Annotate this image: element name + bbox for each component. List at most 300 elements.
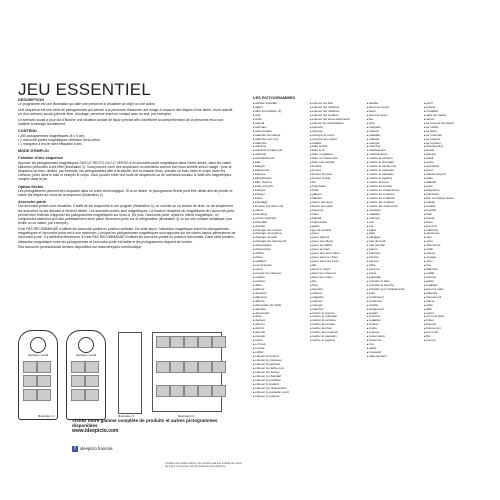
pictogram-item: ■ zoo — [424, 264, 478, 268]
pictogram-item: ■ cuillère — [253, 276, 307, 280]
pictogram-item: ■ s'il vous plaît — [424, 315, 478, 319]
pictogram-item: ■ salle de bain — [367, 355, 421, 359]
facebook-handle: ideepicto.francais — [80, 446, 113, 452]
option-paragraph: Les pictogrammes peuvent être disposés dans un ordre chronologique. Si on le désire, le pictogramme fléché peut être utilisé afin de pointer et suivre les étapes au cours de la séquence (Illustration 2). — [18, 188, 233, 198]
pictogram-item: ■ bouger — [253, 193, 307, 197]
pictogram-item: ■ écouter — [424, 276, 478, 280]
pictogram-item: ■ peinture — [367, 252, 421, 256]
pictogram-item: ■ voyage — [424, 256, 478, 260]
pictogram-item: ■ balayer — [253, 165, 307, 169]
pictogram-item: ■ mettre les mitaines — [310, 331, 364, 335]
pictogram-item: ■ dormir — [253, 327, 307, 331]
pictogram-item: ■ courir — [253, 268, 307, 272]
pictogram-item: ■ enlever la cache-cou — [253, 367, 307, 371]
pictogram-item: ■ laver les dents — [367, 106, 421, 110]
option-heading: Option fléchie — [18, 184, 44, 189]
pictogram-item: ■ faire un casse-tête — [310, 157, 364, 161]
pictogram-item: ■ animaux — [253, 126, 307, 130]
pictogram-item: ■ mettre le manteau — [367, 169, 421, 173]
pictogram-item: ■ porte — [367, 272, 421, 276]
pictogram-column — [310, 102, 364, 398]
pictogram-item: ■ parler — [424, 280, 478, 284]
pictogram-item: ■ brosser les dents (2) — [253, 205, 307, 209]
accroche-heading: Accroche-porte — [18, 200, 47, 205]
pictogram-item: ■ sieste — [424, 149, 478, 153]
pictogram-item: ■ mettre les mitaines — [367, 197, 421, 201]
pictogram-item: ■ sortie — [424, 161, 478, 165]
pictogram-item: ■ mettre les chaussures — [367, 189, 421, 193]
warning-paragraph: Il est PAS RECOMMANDÉ d'utiliser les accroche-portes en position verticale. De cette façon, l'attraction magnétique entre les pictogrammes magnétiques et l'accroche-porte est à son maximum. Lorsque les pictogrammes magnétiques sont apposés sur les carrés blancs générateurs de l'accroche-porte. Il y adhèrent fermement. Il n'est PAS RECOMMANDÉ d'utiliser les accroche-portes en position horizontale. Dans cette position, l'attraction magnétique entre les pictogrammes et l'accroche-porte est faible et les pictogrammes risquent de tomber. — [18, 226, 236, 244]
pictogram-item: ■ attacher la mitaine — [253, 134, 307, 138]
pictogram-item: ■ hiver — [310, 213, 364, 217]
pictogram-item: ■ maison — [367, 130, 421, 134]
pictogram-item: ■ vacances — [424, 232, 478, 236]
pictogram-item: ■ silence — [424, 153, 478, 157]
pictogram-item: ■ enlever les souliers — [310, 114, 364, 118]
pictogram-item: ■ aller à la toilette (2) — [253, 110, 307, 114]
pictogram-item: ■ magasin — [367, 126, 421, 130]
pictogram-item: ■ se coiffer — [424, 126, 478, 130]
pictogram-item: ■ autobus scolaire (2) — [253, 149, 307, 153]
description-paragraph: Le programme est une illustration qui aide une personne à visualiser un objet ou une action. — [18, 102, 156, 107]
pictogram-item: ■ ami — [253, 114, 307, 118]
pictogram-item: ■ essuyer le corps — [310, 134, 364, 138]
pictogram-item: ■ verre — [424, 240, 478, 244]
pictogram-item: ■ oui — [367, 225, 421, 229]
pictogram-item: ■ téléphone — [424, 189, 478, 193]
illustration-label: Illustration 1 — [38, 414, 55, 418]
pictogram-item: ■ pomme — [367, 268, 421, 272]
pictogram-item: ■ enlever le pantalon — [253, 379, 307, 383]
pictogram-item: ■ fini — [424, 335, 478, 339]
pictogram-item: ■ marcher — [310, 308, 364, 312]
hanger-hole — [78, 337, 94, 353]
pictogram-item: ■ partager — [367, 236, 421, 240]
pictogram-item: ■ comprendre — [253, 264, 307, 268]
pictogram-item: ■ trop fort — [424, 225, 478, 229]
pictogram-item: ■ jouer avec les amis — [310, 260, 364, 264]
accroche-paragraph: Les accroche-portes sont versatiles. Il suffit de les suspendre à une poignée (Illustration 3), un crochet ou un bouton de tiroir, ou de simplement les accrocher ou les déposer à l'endroit désiré. Les accroche-portes sont magnétiques. La fonction réceptive du magnétisme de l'accroche-porte permet bien entendu d'apposer les pictogrammes magnétiques sur ceux-ci. De plus, l'accroche-porte, ayant lui même magnétique, on comprendra aisément qu'il faut préalablement avoir placé l'accroche-porte sur le réfrigérateur (Illustration 4) ou sur une surface métallique (une feuille ou un casier, par exemple). — [18, 204, 235, 226]
pictogram-item: ■ chanter — [253, 225, 307, 229]
door-illustration — [118, 332, 142, 414]
pictogram-item: ■ attendre son tour — [253, 138, 307, 142]
pictogram-item: ■ jeu de société — [310, 229, 364, 233]
pictogram-item: ■ mettre les bottes — [310, 323, 364, 327]
pictogram-item: ■ tablette — [424, 181, 478, 185]
pictogram-item: ■ chaussettes — [253, 244, 307, 248]
pictogram-item: ■ impression — [310, 221, 364, 225]
pictogram-item: ■ enlever les mitaines — [310, 106, 364, 110]
pictogram-item: ■ autobus — [253, 145, 307, 149]
mode-heading: MODE D'EMPLOI — [18, 149, 49, 154]
contenu-item: • 2 accroche-portes magnétiques verticaux recto-verso — [18, 137, 101, 142]
pictogram-item: ■ bravo — [424, 319, 478, 323]
pictogram-item: ■ rester assis — [367, 335, 421, 339]
pictogram-item: ■ attention — [424, 268, 478, 272]
pictogram-item: ■ recevoir — [367, 315, 421, 319]
pictogram-item: ■ danser — [253, 288, 307, 292]
pictogram-item: ■ enlever les sous-vêtements — [310, 118, 364, 122]
pictogram-item: ■ toucher — [424, 209, 478, 213]
description-paragraph: Une séquence est une série de pictogrammes qui permet à la personne d'associer une image à chacune des étapes d'une tâche, d'une activité ou d'un scénario social (période libre, bricolage, personne entre en contact avec un ami, par exemple). — [18, 108, 233, 117]
fridge-illustration — [152, 332, 222, 412]
pictogram-item: ■ livre — [367, 122, 421, 126]
pictogram-item: ■ fermer — [310, 169, 364, 173]
pictogram-item: ■ nettoyer — [367, 217, 421, 221]
pictogram-item: ■ changer les vêtements — [253, 240, 307, 244]
pictogram-item: ■ enlever le foulard — [253, 383, 307, 387]
footer-website-link[interactable]: www.ideepicto.com — [72, 428, 119, 435]
pictogram-item: ■ souper — [424, 106, 478, 110]
pictogram-item: ■ arrêt — [424, 304, 478, 308]
pictogram-list — [253, 95, 483, 398]
pictogram-item: ■ déjeuner — [253, 296, 307, 300]
pictogram-item: ■ piscine — [367, 256, 421, 260]
pictogram-item: ■ sortir — [424, 102, 478, 106]
pictogram-item: ■ fenêtre — [310, 165, 364, 169]
pictogram-item: ■ écouter — [253, 335, 307, 339]
pictogram-item: ■ étudier — [310, 142, 364, 146]
pictogram-item: ■ non — [367, 221, 421, 225]
pictogram-item: ■ mettre les souliers — [367, 201, 421, 205]
pictogram-item: ■ poubelle — [367, 276, 421, 280]
pictogram-item: ■ enlever la combinaison — [310, 122, 364, 126]
pictogram-item: ■ manger — [310, 304, 364, 308]
pictogram-item: ■ changer de pyjama — [253, 232, 307, 236]
pictogram-item: ■ tomber — [424, 205, 478, 209]
facebook-link[interactable] — [72, 446, 113, 452]
pictogram-item: ■ rangement — [367, 308, 421, 312]
pictogram-item: ■ yeux — [424, 260, 478, 264]
footer-visit: Visitez notre gamme complète de produits et autres pictogrammes disponibles — [72, 418, 218, 429]
pictogram-item: ■ calme — [253, 209, 307, 213]
pictogram-item: ■ enlever le manteau — [253, 359, 307, 363]
pictogram-item: ■ mettre le cache-cou — [367, 165, 421, 169]
pictogram-item: ■ visite — [424, 248, 478, 252]
pictogram-item: ■ bien (bravo) — [253, 181, 307, 185]
pictogram-item: ■ changer la main — [253, 236, 307, 240]
pictogram-item: ■ chien — [253, 256, 307, 260]
pictogram-item: ■ boîte à lunch — [253, 185, 307, 189]
pictogram-item: ■ malade — [367, 138, 421, 142]
pictogram-item: ■ laver les mains — [310, 276, 364, 280]
pictogram-item: ■ centre d'achats — [253, 217, 307, 221]
pictogram-item: ■ en bas — [253, 347, 307, 351]
pictogram-item: ■ descendre — [253, 312, 307, 316]
pictogram-item: ■ mettre le bonnet — [310, 312, 364, 316]
contenu-item: • 1 marqueur à encre noire effaçable à sec — [18, 142, 82, 147]
warning-fine-print: Contient des petites pièces. Ne convient pas aux enfants de moins de 3 ans. Conserver ces informations pour référence. — [165, 462, 242, 468]
pictogram-item: ■ enlever les bottes — [253, 371, 307, 375]
pictogram-item: ■ prendre ses médicaments — [367, 288, 421, 292]
pictogram-item: ■ marcher — [367, 145, 421, 149]
pictogram-item: ■ se peigner — [424, 138, 478, 142]
footer — [72, 418, 232, 434]
pictogram-item: ■ mettre le pantalon — [310, 335, 364, 339]
pictogram-item: ■ lire — [310, 280, 364, 284]
page-title: JEU ESSENTIEL — [18, 80, 151, 99]
pictogram-item: ■ jardin — [310, 225, 364, 229]
pictogram-item: ■ parc — [367, 232, 421, 236]
pictogram-item: ■ chiffon — [253, 252, 307, 256]
pictogram-item: ■ prendre la douche — [367, 284, 421, 288]
pictogram-item: ■ lait — [310, 264, 364, 268]
pictogram-item: ■ regarder — [424, 284, 478, 288]
pictogram-item: ■ lire — [367, 118, 421, 122]
pictogram-item: ■ épicerie — [310, 126, 364, 130]
pictogram-item: ■ fruits — [310, 189, 364, 193]
pictogram-item: ■ bain — [253, 161, 307, 165]
pictogram-item: ■ magasin — [310, 296, 364, 300]
pictogram-item: ■ enlever les mitaines — [310, 110, 364, 114]
pictogram-item: ■ docteur — [253, 319, 307, 323]
pictogram-item: ■ natation — [367, 213, 421, 217]
pictogram-item: ■ heure des jeux — [310, 201, 364, 205]
pictogram-item: ■ enlever le pyjama — [253, 395, 307, 399]
pictogram-item: ■ repas — [367, 327, 421, 331]
pictogram-item: ■ lunettes — [310, 288, 364, 292]
facebook-icon: f — [72, 446, 78, 452]
pictogram-item: ■ pluie — [367, 264, 421, 268]
pictogram-item: ■ tapis — [424, 185, 478, 189]
pictogram-item: ■ activité spéciale — [253, 102, 307, 106]
pictogram-item: ■ lever la main — [424, 288, 478, 292]
pictogram-item: ■ encore — [424, 339, 478, 343]
pictogram-item: ■ dessiner — [253, 292, 307, 296]
pictogram-item: ■ enlever la ceinture — [253, 363, 307, 367]
pictogram-item: ■ mettre la ceinture — [367, 157, 421, 161]
pictogram-item: ■ attendre — [253, 142, 307, 146]
pictogram-item: ■ se brosser les dents — [424, 122, 478, 126]
pictogram-item: ■ faire un gâteau — [310, 153, 364, 157]
pictogram-item: ■ maison — [310, 292, 364, 296]
pictogram-item: ■ bonjour — [253, 189, 307, 193]
pictogram-column — [253, 102, 307, 398]
pictogram-item: ■ regarder — [367, 319, 421, 323]
pictogram-item: ■ stationnement — [424, 173, 478, 177]
pictogram-item: ■ mettre le pyjama — [367, 177, 421, 181]
door-hanger-illustration — [66, 330, 106, 420]
creation-paragraph: Apposer les pictogrammes magnétiques SUR LE RECTO OU LE VERSO d'un accroche-porte magnétique dans l'ordre désiré, dans les cases blanches (imbéciles à cet effet (Illustration 1). Vous pouvez créer des séquences ou scénarios comme bon vous semble selon l'usage : pour la séquence du bain, utilisez, par exemple, les pictogrammes aller à la toilette, tirer la chasse d'eau, prendre un bain, laver le corps, laver les cheveux, jouer dans le bain et essuyer le corps. Vous pouvez créer une foule de séquences ou de scénarios sociaux à l'aide des magnétiques compris dans le jeu. — [18, 160, 232, 182]
hanger-caption: Scénario social — [27, 353, 49, 357]
pictogram-item: ■ avertissement — [253, 157, 307, 161]
pictogram-item: ■ retourner — [367, 339, 421, 343]
pictogram-item: ■ shampooing — [424, 145, 478, 149]
pictogram-item: ■ train — [424, 213, 478, 217]
left-column — [18, 80, 236, 251]
pictogram-item: ■ sable — [367, 347, 421, 351]
pictogram-item: ■ douche — [253, 331, 307, 335]
pictogram-item: ■ bonne nuit — [424, 327, 478, 331]
pictogram-item: ■ reposer — [367, 331, 421, 335]
pictogram-item: ■ changer de couche — [253, 229, 307, 233]
pictogram-item: ■ jouer aux jeux vidéo — [310, 252, 364, 256]
pictogram-item: ■ chandail — [253, 221, 307, 225]
pictogram-item: ■ dîner — [253, 315, 307, 319]
pictogram-item: ■ laver — [367, 110, 421, 114]
pictogram-item: ■ fermer la porte — [310, 173, 364, 177]
pictogram-item: ■ papa — [367, 229, 421, 233]
pictogram-item: ■ télévision — [424, 193, 478, 197]
pictogram-item: ■ mettre les lunettes — [367, 193, 421, 197]
pictogram-item: ■ doucement — [424, 296, 478, 300]
pictogram-item: ■ laver le corps — [367, 114, 421, 118]
pictogram-item: ■ bibliothèque — [253, 177, 307, 181]
description-heading: DESCRIPTION — [18, 98, 44, 103]
pictogram-item: ■ lavabo — [367, 102, 421, 106]
pictogram-item: ■ écrire — [253, 339, 307, 343]
pictogram-item: ■ s'habiller — [424, 110, 478, 114]
pictogram-item: ■ jouer dehors — [310, 236, 364, 240]
pictogram-item: ■ enlever les bas — [310, 102, 364, 106]
pictogram-item: ■ enlever le chandail — [253, 375, 307, 379]
pictogram-item: ■ musique — [367, 209, 421, 213]
pictogram-item: ■ dans — [253, 284, 307, 288]
pictogram-item: ■ donner — [253, 323, 307, 327]
pictogram-item: ■ médicament — [367, 149, 421, 153]
pictogram-item: ■ tirer la chasse d'eau — [424, 197, 478, 201]
pictogram-heading: LES PICTOGRAMMES — [253, 95, 295, 100]
pictogram-item: ■ merci — [424, 312, 478, 316]
pictogram-item: ■ agiter — [253, 106, 307, 110]
pictogram-item: ■ jouer aux blocs — [310, 240, 364, 244]
pictogram-item: ■ se moucher — [424, 134, 478, 138]
illustration-label: Illustration 3 — [118, 414, 135, 418]
pictogram-item: ■ mettre les bas — [367, 181, 421, 185]
pictogram-item: ■ gâteau — [310, 193, 364, 197]
pictogram-item: ■ éponge — [310, 130, 364, 134]
pictogram-item: ■ ranger — [367, 312, 421, 316]
pictogram-columns — [253, 102, 483, 398]
contenu-heading: CONTENU — [18, 129, 37, 134]
pictogram-item: ■ heureux — [310, 209, 364, 213]
pictogram-item: ■ s'asseoir — [367, 351, 421, 355]
pictogram-item: ■ balançoire — [253, 169, 307, 173]
pictogram-item: ■ rentrer — [367, 323, 421, 327]
pictogram-item: ■ fini — [310, 181, 364, 185]
pictogram-item: ■ heure du repas — [310, 205, 364, 209]
pictogram-item: ■ salle de classe — [424, 114, 478, 118]
pictogram-item: ■ hôpital — [310, 217, 364, 221]
pictogram-item: ■ fermer la télé — [310, 177, 364, 181]
pictogram-item: ■ se reposer — [424, 142, 478, 146]
pictogram-item: ■ mettre les bottes — [367, 185, 421, 189]
pictogram-item: ■ collation — [253, 260, 307, 264]
pictogram-item: ■ en haut — [253, 343, 307, 347]
pictogram-item: ■ enfiler — [253, 351, 307, 355]
illustrations — [18, 330, 236, 422]
creation-heading: Création d'une séquence — [18, 156, 63, 161]
door-hanger-illustration — [18, 330, 58, 420]
pictogram-item: ■ oreille — [424, 272, 478, 276]
pictogram-item: ■ enlever le bonnet — [253, 355, 307, 359]
pictogram-item: ■ soleil — [424, 157, 478, 161]
pictogram-item: ■ attendre — [424, 292, 478, 296]
description-paragraph: Le scénario social a pour but d'illustrer une situation sociale de façon précise afin d'améliorer la compréhension de la personne et/ou son habileté à interagir socialement. — [18, 118, 224, 127]
pictogram-item: ■ rire — [367, 343, 421, 347]
pictogram-item: ■ mettre la ceinture — [310, 319, 364, 323]
site-note: Des accroche-portes/ardoise dessins disponibles sur www.ideepicto.com/boutique — [18, 245, 142, 250]
pictogram-column — [367, 102, 421, 398]
pictogram-item: ■ mettre les vêtements — [367, 205, 421, 209]
pictogram-item: ■ jouer au parc — [310, 248, 364, 252]
pictogram-item: ■ jouer — [310, 232, 364, 236]
pictogram-column — [424, 102, 478, 398]
pictogram-item: ■ mettre le chandail — [367, 161, 421, 165]
pictogram-item: ■ puzzle — [367, 304, 421, 308]
pictogram-item: ■ laver les cheveux — [310, 272, 364, 276]
pictogram-item: ■ amie — [253, 118, 307, 122]
pictogram-item: ■ maladie — [367, 134, 421, 138]
pictogram-item: ■ faire la fête — [310, 145, 364, 149]
pictogram-item: ■ manger — [367, 142, 421, 146]
pictogram-item: ■ dehors — [253, 300, 307, 304]
pictogram-item: ■ professeur — [367, 296, 421, 300]
pictogram-item: ■ pause — [367, 248, 421, 252]
pictogram-item: ■ couper les cheveux — [253, 272, 307, 276]
pictogram-item: ■ cuisiner — [253, 280, 307, 284]
pictogram-item: ■ camping — [253, 213, 307, 217]
pictogram-item: ■ uniforme — [424, 229, 478, 233]
pictogram-item: ■ mettre les bas — [310, 327, 364, 331]
pictogram-item: ■ pas toucher — [367, 244, 421, 248]
pictogram-item: ■ jouer avec le chien — [310, 256, 364, 260]
contenu-item: • 280 pictogrammes magnétiques (4 x 4 cm) — [18, 133, 85, 138]
pictogram-item: ■ demander de l'aide — [253, 304, 307, 308]
pictogram-item: ■ savon — [424, 118, 478, 122]
pictogram-item: ■ vêtements — [424, 244, 478, 248]
pictogram-item: ■ laver le corps — [310, 268, 364, 272]
pictogram-item: ■ mettre le pyjama — [310, 339, 364, 343]
pictogram-item: ■ enlever le pantalon court — [253, 391, 307, 395]
hanger-caption: Scénario social — [75, 353, 97, 357]
pictogram-item: ■ livre — [310, 284, 364, 288]
pictogram-item: ■ jouer au ballon — [310, 244, 364, 248]
pictogram-item: ■ au revoir — [424, 331, 478, 335]
pictogram-item: ■ chaussures — [253, 248, 307, 252]
hanger-hole — [30, 337, 46, 353]
pictogram-item: ■ enlever les chaussures — [253, 387, 307, 391]
pictogram-item: ■ habiller — [310, 197, 364, 201]
pictogram-item: ■ anniversaire — [253, 130, 307, 134]
pictogram-item: ■ faire une activité — [310, 161, 364, 165]
pictogram-item: ■ maman — [310, 300, 364, 304]
pictogram-item: ■ spectacle — [424, 165, 478, 169]
pictogram-item: ■ aide — [424, 308, 478, 312]
pictogram-item: ■ autorisé — [253, 153, 307, 157]
pictogram-item: ■ dentiste — [253, 308, 307, 312]
pictogram-item: ■ pleurer — [367, 260, 421, 264]
pictogram-item: ■ bonsoir — [424, 323, 478, 327]
pictogram-item: ■ voiture — [424, 252, 478, 256]
pictogram-item: ■ toilette — [424, 201, 478, 205]
pictogram-item: ■ banque — [253, 173, 307, 177]
pictogram-item: ■ faire le lit — [310, 149, 364, 153]
pictogram-item: ■ fourchette — [310, 185, 364, 189]
pictogram-item: ■ triste — [424, 221, 478, 225]
pictogram-item: ■ mettre le manteau — [310, 315, 364, 319]
pictogram-item: ■ prudence — [367, 300, 421, 304]
pictogram-item: ■ prendre le bain — [367, 280, 421, 284]
pictogram-item: ■ calme — [424, 300, 478, 304]
pictogram-item: ■ travail — [424, 217, 478, 221]
pictogram-item: ■ boîte — [253, 197, 307, 201]
pictogram-item: ■ prier — [367, 292, 421, 296]
pictogram-item: ■ pas de bruit — [367, 240, 421, 244]
pictogram-item: ■ vélo — [424, 236, 478, 240]
pictogram-item: ■ table — [424, 177, 478, 181]
pictogram-item: ■ médicaments — [367, 153, 421, 157]
